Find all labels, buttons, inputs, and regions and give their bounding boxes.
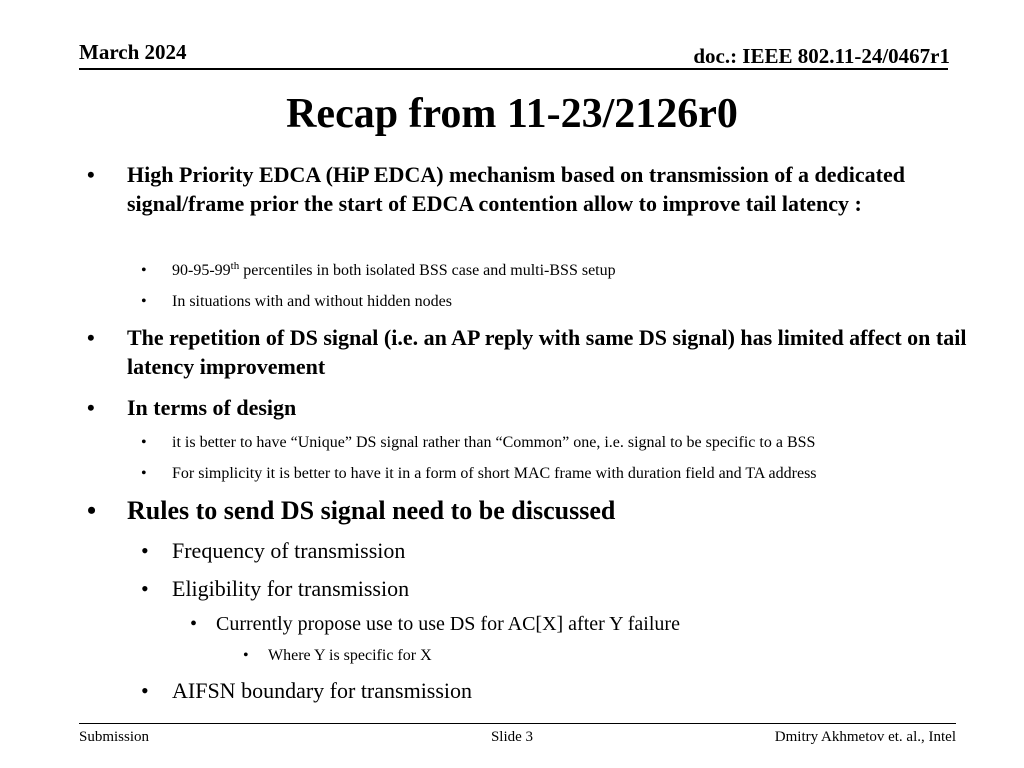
bullet-repetition — [87, 323, 977, 381]
bullet-text: Where Y is specific for X — [268, 647, 432, 664]
bullet-text: AIFSN boundary for transmission — [172, 678, 473, 703]
sub-bullet-aifsn — [141, 676, 961, 705]
bullet-text: Rules to send DS signal need to be discussed — [127, 496, 616, 525]
bullet-text-part: percentiles in both isolated BSS case and multi-BSS setup — [239, 262, 616, 279]
sub-bullet-percentiles — [141, 260, 991, 281]
bullet-rules — [87, 494, 977, 528]
footer-submission: Submission — [79, 729, 150, 745]
bullet-text-part: 90-95-99 — [172, 262, 231, 279]
sub-sub-bullet-proposal — [190, 611, 970, 637]
sub-bullet-mac-frame — [141, 463, 991, 484]
bullet-mark: • — [87, 395, 95, 420]
bullet-mark: • — [141, 465, 147, 482]
sub-sub-sub-bullet-y-specific — [243, 645, 943, 666]
bullet-mark: • — [141, 293, 147, 310]
bullet-text: High Priority EDCA (HiP EDCA) mechanism based on transmission of a dedicated signal/frame prior the start of EDCA contention allow to improve tail latency : — [127, 162, 905, 217]
bullet-text: For simplicity it is better to have it in a form of short MAC frame with duration field and TA address — [172, 465, 817, 482]
header-date: March 2024 — [79, 40, 187, 64]
bullet-mark: • — [87, 325, 95, 350]
bullet-text — [172, 260, 991, 281]
bullet-mark: • — [141, 538, 149, 563]
bullet-mark: • — [87, 162, 95, 187]
bullet-text: The repetition of DS signal (i.e. an AP reply with same DS signal) has limited affect on tail latency improvement — [127, 325, 967, 380]
header-rule — [79, 68, 948, 70]
bullet-text: Currently propose use to use DS for AC[X] after Y failure — [216, 613, 680, 635]
superscript: th — [230, 260, 240, 272]
bullet-mark: • — [87, 496, 97, 525]
slide-title: Recap from 11-23/2126r0 — [286, 91, 738, 137]
bullet-mark: • — [141, 678, 149, 703]
bullet-mark: • — [141, 576, 149, 601]
footer-author: Dmitry Akhmetov et. al., Intel — [774, 729, 956, 745]
header-doc-id: doc.: IEEE 802.11-24/0467r1 — [693, 44, 950, 68]
bullet-text: In situations with and without hidden nodes — [172, 293, 452, 310]
sub-bullet-frequency — [141, 536, 961, 565]
footer-slide-number: Slide 3 — [490, 729, 534, 745]
bullet-mark: • — [141, 434, 147, 451]
sub-bullet-unique-ds — [141, 432, 991, 453]
bullet-mark: • — [243, 647, 249, 664]
sub-bullet-hidden-nodes — [141, 291, 991, 312]
footer-rule — [79, 723, 956, 724]
bullet-hip-edca — [87, 160, 977, 218]
bullet-text: Frequency of transmission — [172, 538, 406, 563]
bullet-mark: • — [141, 262, 147, 279]
sub-bullet-eligibility — [141, 574, 961, 603]
bullet-mark: • — [190, 613, 198, 635]
bullet-text: In terms of design — [127, 395, 297, 420]
bullet-design — [87, 393, 977, 422]
bullet-text: Eligibility for transmission — [172, 576, 410, 601]
bullet-text: it is better to have “Unique” DS signal rather than “Common” one, i.e. signal to be specific to a BSS — [172, 434, 816, 451]
